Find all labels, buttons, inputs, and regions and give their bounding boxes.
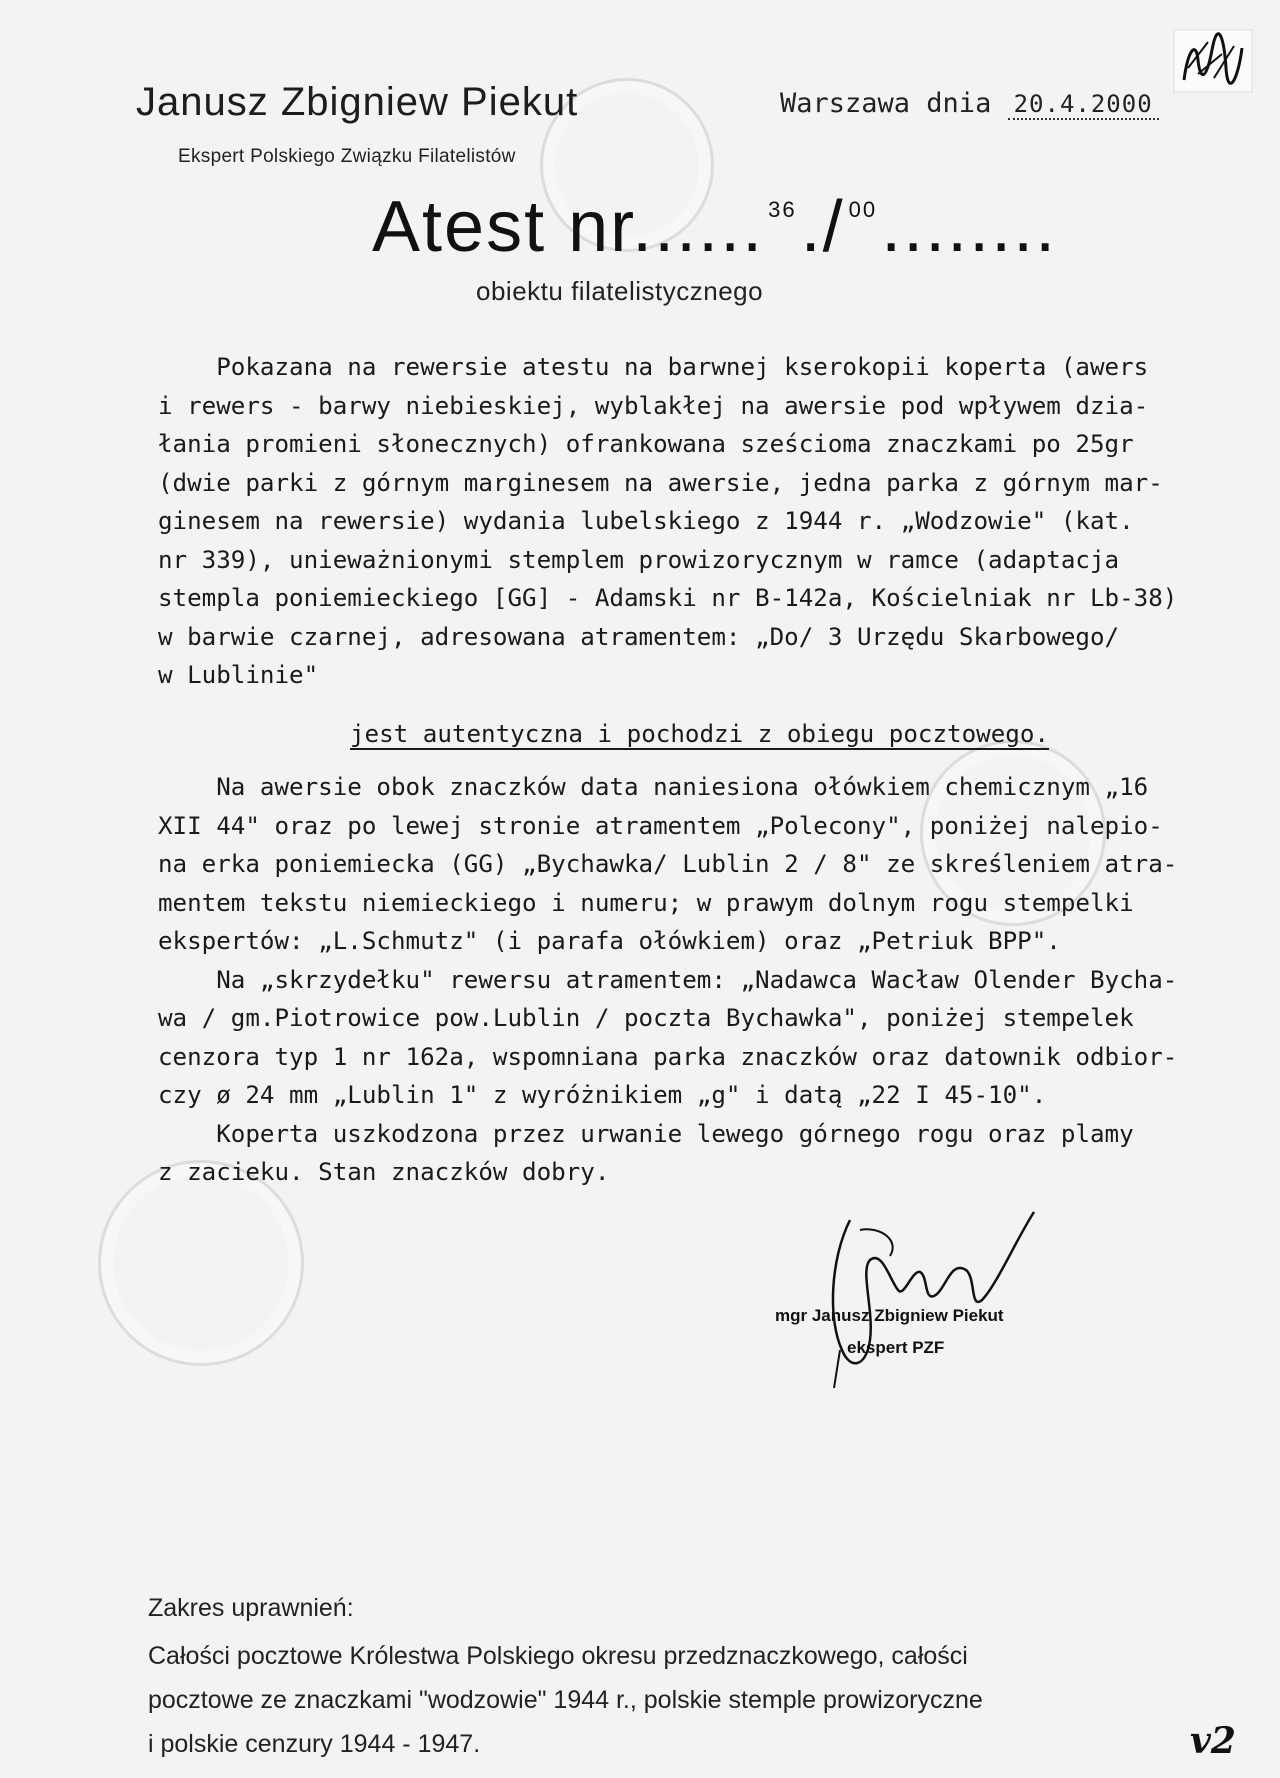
certificate-number: 36 [768, 197, 797, 222]
title-dots: ........ [881, 187, 1058, 267]
certificate-subtitle: obiektu filatelistycznego [476, 276, 764, 306]
description-paragraph [158, 348, 1228, 695]
place-and-date [780, 88, 1159, 119]
authenticity-verdict: jest autentyczna i pochodzi z obiegu pocztowego. [350, 720, 1049, 748]
text-line: Całości pocztowe Królestwa Polskiego okresu przedznaczkowego, całości [148, 1642, 968, 1670]
text-line: i polskie cenzury 1944 - 1947. [148, 1730, 481, 1758]
title-separator: ./ [800, 187, 845, 267]
signatory-name: mgr Janusz Zbigniew Piekut [775, 1306, 1004, 1325]
corner-mark: v2 [1190, 1720, 1236, 1762]
text-line: z zacieku. Stan znaczków dobry. [158, 1158, 610, 1186]
details-paragraph [158, 768, 1228, 1192]
text-line: nr 339), unieważnionymi stemplem prowizorycznym w ramce (adaptacja [158, 545, 1120, 574]
place-label: Warszawa dnia [780, 88, 992, 119]
signatory-role: ekspert PZF [847, 1338, 945, 1357]
issue-date: 20.4.2000 [1008, 90, 1159, 120]
text-line: mentem tekstu niemieckiego i numeru; w prawym dolnym rogu stempelki [158, 888, 1134, 917]
text-line: Pokazana na rewersie atestu na barwnej kserokopii koperta (awers [158, 353, 1149, 381]
title-dots: ...... [632, 187, 765, 267]
text-line: ekspertów: „L.Schmutz" (i parafa ołówkiem) oraz „Petriuk BPP". [158, 927, 1061, 955]
text-line: cenzora typ 1 nr 162a, wspomniana parka znaczków oraz datownik odbior- [158, 1042, 1178, 1071]
certificate-year: 00 [848, 197, 878, 222]
text-line: XII 44" oraz po lewej stronie atramentem „Polecony", poniżej nalepio- [158, 811, 1163, 840]
scope-label: Zakres uprawnień: [148, 1594, 354, 1622]
text-line: i rewers - barwy niebieskiej, wyblakłej na awersie pod wpływem dzia- [158, 391, 1149, 420]
text-line: na erka poniemiecka (GG) „Bychawka/ Lublin 2 / 8" ze skreśleniem atra- [158, 850, 1178, 878]
scribble-mark-icon [1168, 20, 1258, 100]
expert-name-heading: Janusz Zbigniew Piekut [136, 80, 579, 124]
text-line: pocztowe ze znaczkami "wodzowie" 1944 r., polskie stemple prowizoryczne [148, 1686, 983, 1714]
text-line: Koperta uszkodzona przez urwanie lewego górnego rogu oraz plamy [158, 1119, 1134, 1148]
text-line: Na awersie obok znaczków data naniesiona ołówkiem chemicznym „16 [158, 773, 1149, 801]
scope-description [148, 1634, 1078, 1766]
text-line: w Lublinie" [158, 661, 319, 689]
text-line: (dwie parki z górnym marginesem na awersie, jedna parka z górnym mar- [158, 468, 1163, 497]
text-line: czy ø 24 mm „Lublin 1" z wyróżnikiem „g" i datą „22 I 45-10". [158, 1081, 1047, 1109]
signatory-block [775, 1300, 1075, 1364]
text-line: stempla poniemieckiego [GG] - Adamski nr B-142a, Kościelniak nr Lb-38) [158, 584, 1178, 612]
text-line: łania promieni słonecznych) ofrankowana sześcioma znaczkami po 25gr [158, 430, 1134, 458]
text-line: ginesem na rewersie) wydania lubelskiego z 1944 r. „Wodzowie" (kat. [158, 507, 1134, 535]
text-line: Na „skrzydełku" rewersu atramentem: „Nadawca Wacław Olender Bycha- [158, 965, 1178, 994]
certificate-title [372, 186, 1057, 268]
text-line: wa / gm.Piotrowice pow.Lublin / poczta Bychawka", poniżej stempelek [158, 1004, 1134, 1032]
text-line: w barwie czarnej, adresowana atramentem: „Do/ 3 Urzędu Skarbowego/ [158, 622, 1120, 651]
title-prefix: Atest nr [372, 187, 633, 267]
expert-affiliation: Ekspert Polskiego Związku Filatelistów [178, 146, 516, 167]
